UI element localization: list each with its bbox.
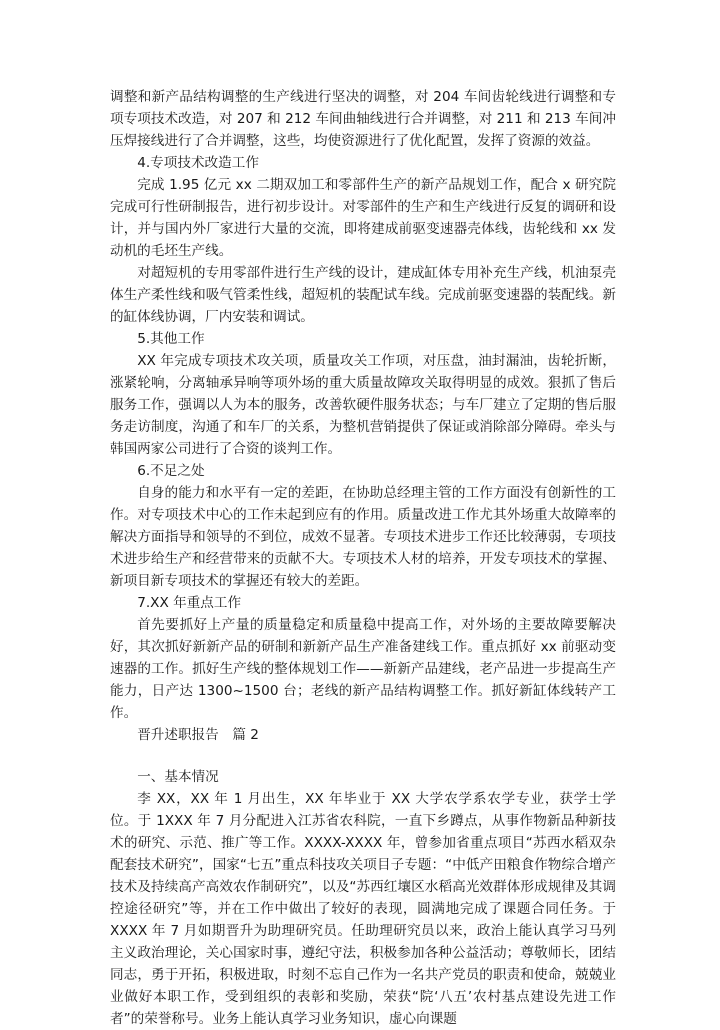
paragraph-new-product-planning: 完成 1.95 亿元 xx 二期双加工和零部件生产的新产品规划工作，配合 x 研究院完成可行性研制报告，进行初步设计。对零部件的生产和生产线进行反复的调研和设计，并与国内外厂家进行大量的交流，即将建成前驱变速器壳体线，齿轮线和 xx 发动机的毛坯生产线。	[110, 177, 616, 259]
section-gap	[110, 746, 616, 766]
paragraph-basic-info: 李 XX，XX 年 1 月出生，XX 年毕业于 XX 大学农学系农学专业，获学士学位。于 1XXX 年 7 月分配进入江苏省农科院，一直下乡蹲点，从事作物新品种新技术的研究、示范、推广等工作。XXXX-XXXX 年，曾参加省重点项目“苏西水稻双杂配套技术研究”，国家“七五”重点科技攻关项目子专题：“中低产田粮食作物综合增产技术及持续高产高效农作制研究”，以及“苏西红壤区水稻高光效群体形成规律及其调控途径研究”等，并在工作中做出了较好的表现，圆满地完成了课题合同任务。于 XXXX 年 7 月如期晋升为助理研究员。任助理研究员以来，政治上能认真学习马列主义政治理论，关心国家时事，遵纪守法，积极参加各种公益活动；尊敬师长，团结同志，勇于开拓，积极进取，时刻不忘自己作为一名共产党员的职责和使命，兢兢业业做好本职工作，受到组织的表彰和奖励，荣获“院‘八五’农村基点建设先进工作者”的荣誉称号。业务上能认真学习业务知识，虚心向课题	[110, 791, 616, 1027]
heading-key-work: 7.XX 年重点工作	[137, 595, 242, 611]
document-page	[110, 86, 616, 1030]
heading-report-part-2: 晋升述职报告 篇 2	[137, 727, 259, 743]
paragraph-key-work: 首先要抓好上产量的质量稳定和质量稳中提高工作，对外场的主要故障要解决好，其次抓好新新产品的研制和新新产品生产准备建线工作。重点抓好 xx 前驱动变速器的工作。抓好生产线的整体规划工作——新新产品建线，老产品进一步提高生产能力，日产达 1300~1500 台；老线的新产品结构调整工作。抓好新缸体线转产工作。	[110, 617, 616, 721]
heading-special-tech-renovation: 4.专项技术改造工作	[137, 155, 259, 171]
heading-basic-info: 一、基本情况	[137, 769, 219, 785]
paragraph-short-engine-lines: 对超短机的专用零部件进行生产线的设计，建成缸体专用补充生产线，机油泵壳体生产柔性线和吸气管柔性线，超短机的装配试车线。完成前驱变速器的装配线。新的缸体线协调，厂内安装和调试。	[110, 265, 616, 325]
paragraph-shortcomings: 自身的能力和水平有一定的差距，在协助总经理主管的工作方面没有创新性的工作。对专项技术中心的工作未起到应有的作用。质量改进工作尤其外场重大故障率的解决方面指导和领导的不到位，成效不显著。专项技术进步工作还比较薄弱，专项技术进步给生产和经营带来的贡献不大。专项技术人材的培养，开发专项技术的掌握、新项目新专项技术的掌握还有较大的差距。	[110, 485, 616, 589]
paragraph-restructure-continued: 调整和新产品结构调整的生产线进行坚决的调整，对 204 车间齿轮线进行调整和专项专项技术改造，对 207 和 212 车间曲轴线进行合并调整，对 211 和 213 车间冲压焊接线进行了合并调整，这些，均使资源进行了优化配置，发挥了资源的效益。	[110, 89, 616, 149]
heading-shortcomings: 6.不足之处	[137, 463, 205, 479]
paragraph-quality-service: XX 年完成专项技术攻关项，质量攻关工作项，对压盘，油封漏油，齿轮折断，涨紧轮响，分离轴承异响等项外场的重大质量故障攻关取得明显的成效。狠抓了售后服务工作，强调以人为本的服务，改善软硬件服务状态；与车厂建立了定期的售后服务走访制度，沟通了和车厂的关系，为整机营销提供了保证或消除部分障碍。牵头与韩国两家公司进行了合资的谈判工作。	[110, 353, 616, 457]
heading-other-work: 5.其他工作	[137, 331, 205, 347]
